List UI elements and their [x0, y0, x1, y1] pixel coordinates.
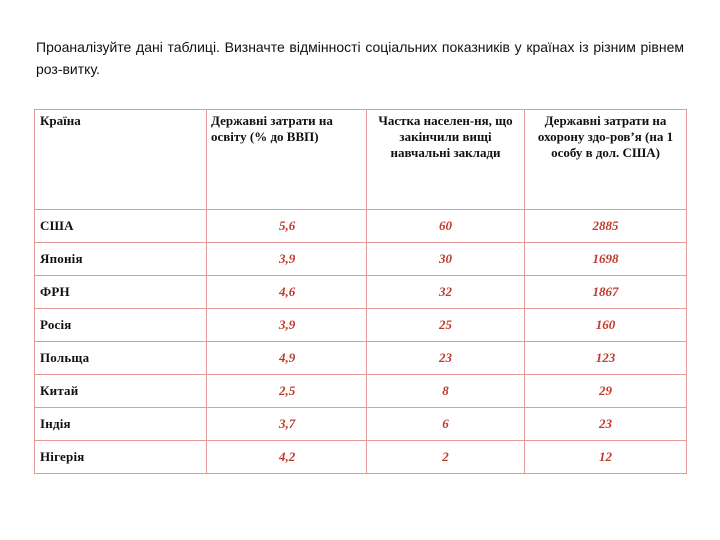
table-row: [35, 441, 687, 474]
header-higher-education-share: Частка населен-ня, що закінчили вищі навчальні заклади: [367, 110, 525, 210]
header-education-spending: Державні затрати на освіту (% до ВВП): [207, 110, 367, 210]
table-row: [35, 309, 687, 342]
cell-higher-ed: 60: [367, 210, 525, 243]
cell-health: 160: [525, 309, 687, 342]
table-row: [35, 375, 687, 408]
cell-higher-ed: 2: [367, 441, 525, 474]
cell-education: 3,9: [207, 243, 367, 276]
social-indicators-table: [34, 109, 687, 474]
cell-education: 3,7: [207, 408, 367, 441]
cell-health: 123: [525, 342, 687, 375]
cell-education: 4,2: [207, 441, 367, 474]
cell-country: Китай: [35, 375, 207, 408]
cell-higher-ed: 32: [367, 276, 525, 309]
table-row: [35, 276, 687, 309]
cell-health: 1867: [525, 276, 687, 309]
table-row: [35, 408, 687, 441]
cell-country: Нігерія: [35, 441, 207, 474]
cell-country: США: [35, 210, 207, 243]
cell-country: ФРН: [35, 276, 207, 309]
table-row: [35, 342, 687, 375]
cell-country: Польща: [35, 342, 207, 375]
table-row: [35, 243, 687, 276]
cell-health: 2885: [525, 210, 687, 243]
cell-education: 4,9: [207, 342, 367, 375]
cell-education: 4,6: [207, 276, 367, 309]
header-country: Країна: [35, 110, 207, 210]
cell-higher-ed: 8: [367, 375, 525, 408]
cell-country: Індія: [35, 408, 207, 441]
cell-education: 5,6: [207, 210, 367, 243]
cell-education: 3,9: [207, 309, 367, 342]
cell-health: 1698: [525, 243, 687, 276]
task-text: Проаналізуйте дані таблиці. Визначте відмінності соціальних показників у країнах із різним рівнем роз-витку.: [36, 39, 684, 77]
cell-higher-ed: 30: [367, 243, 525, 276]
cell-health: 23: [525, 408, 687, 441]
cell-education: 2,5: [207, 375, 367, 408]
table-header-row: [35, 110, 687, 210]
header-health-spending: Державні затрати на охорону здо-ров’я (на 1 особу в дол. США): [525, 110, 687, 210]
cell-higher-ed: 23: [367, 342, 525, 375]
cell-higher-ed: 6: [367, 408, 525, 441]
cell-country: Японія: [35, 243, 207, 276]
cell-health: 12: [525, 441, 687, 474]
cell-country: Росія: [35, 309, 207, 342]
cell-health: 29: [525, 375, 687, 408]
table-row: [35, 210, 687, 243]
cell-higher-ed: 25: [367, 309, 525, 342]
